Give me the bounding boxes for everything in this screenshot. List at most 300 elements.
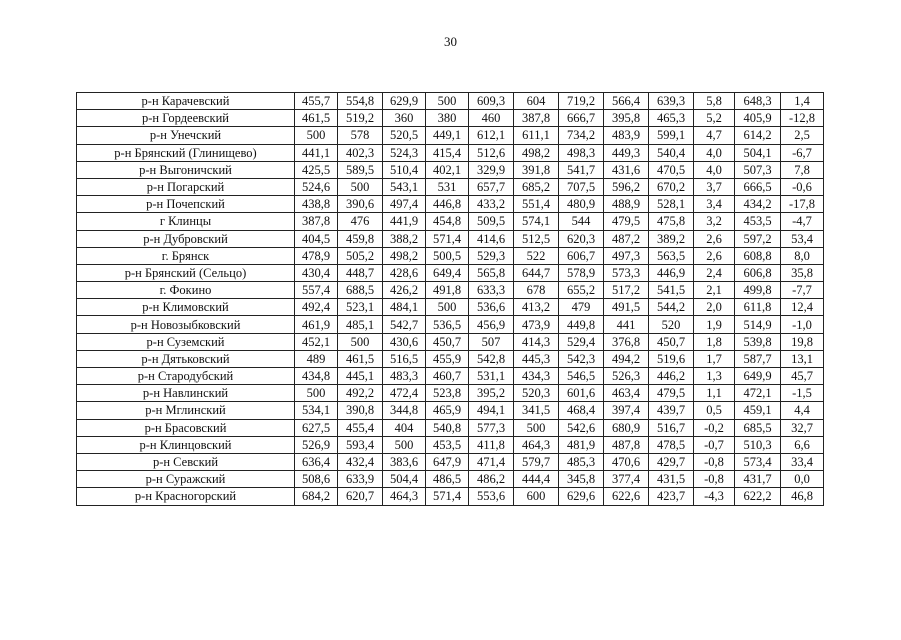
value-cell: 413,2 xyxy=(514,299,559,316)
value-cell: 2,5 xyxy=(781,127,824,144)
value-cell: 1,7 xyxy=(694,350,735,367)
value-cell: 526,9 xyxy=(295,436,338,453)
value-cell: 500 xyxy=(426,93,469,110)
value-cell: 608,8 xyxy=(735,247,781,264)
value-cell: 636,4 xyxy=(295,453,338,470)
value-cell: 19,8 xyxy=(781,333,824,350)
value-cell: 4,4 xyxy=(781,402,824,419)
value-cell: 601,6 xyxy=(559,385,604,402)
value-cell: 1,9 xyxy=(694,316,735,333)
value-cell: 492,4 xyxy=(295,299,338,316)
value-cell: 465,3 xyxy=(649,110,694,127)
value-cell: 376,8 xyxy=(604,333,649,350)
value-cell: 611,8 xyxy=(735,299,781,316)
value-cell: 441,1 xyxy=(295,144,338,161)
table-row xyxy=(77,436,824,453)
value-cell: 431,5 xyxy=(649,471,694,488)
value-cell: 526,3 xyxy=(604,368,649,385)
district-name-cell: р-н Гордеевский xyxy=(77,110,295,127)
value-cell: 6,6 xyxy=(781,436,824,453)
district-name-cell: г. Брянск xyxy=(77,247,295,264)
value-cell: 431,7 xyxy=(735,471,781,488)
value-cell: 377,4 xyxy=(604,471,649,488)
value-cell: 546,5 xyxy=(559,368,604,385)
district-name-cell: р-н Суземский xyxy=(77,333,295,350)
value-cell: 573,4 xyxy=(735,453,781,470)
table-row xyxy=(77,144,824,161)
table-row xyxy=(77,333,824,350)
value-cell: 520 xyxy=(649,316,694,333)
value-cell: 524,3 xyxy=(383,144,426,161)
value-cell: 491,8 xyxy=(426,282,469,299)
district-name-cell: р-н Стародубский xyxy=(77,368,295,385)
value-cell: 531,1 xyxy=(469,368,514,385)
value-cell: 428,6 xyxy=(383,264,426,281)
value-cell: 536,5 xyxy=(426,316,469,333)
value-cell: 500 xyxy=(338,333,383,350)
value-cell: 606,7 xyxy=(559,247,604,264)
value-cell: 500 xyxy=(514,419,559,436)
value-cell: 627,5 xyxy=(295,419,338,436)
value-cell: 507,3 xyxy=(735,161,781,178)
district-name-cell: р-н Красногорский xyxy=(77,488,295,505)
value-cell: 542,8 xyxy=(469,350,514,367)
value-cell: 685,2 xyxy=(514,178,559,195)
value-cell: 404 xyxy=(383,419,426,436)
value-cell: 587,7 xyxy=(735,350,781,367)
value-cell: 504,1 xyxy=(735,144,781,161)
value-cell: 542,6 xyxy=(559,419,604,436)
district-name-cell: р-н Дятьковский xyxy=(77,350,295,367)
value-cell: 509,5 xyxy=(469,213,514,230)
value-cell: 7,8 xyxy=(781,161,824,178)
district-name-cell: р-н Навлинский xyxy=(77,385,295,402)
value-cell: 497,3 xyxy=(604,247,649,264)
value-cell: 557,4 xyxy=(295,282,338,299)
value-cell: 523,1 xyxy=(338,299,383,316)
value-cell: 441,9 xyxy=(383,213,426,230)
district-name-cell: р-н Карачевский xyxy=(77,93,295,110)
table-row xyxy=(77,213,824,230)
value-cell: 670,2 xyxy=(649,178,694,195)
value-cell: 498,3 xyxy=(559,144,604,161)
value-cell: 390,6 xyxy=(338,196,383,213)
value-cell: 1,3 xyxy=(694,368,735,385)
value-cell: 0,0 xyxy=(781,471,824,488)
value-cell: 541,7 xyxy=(559,161,604,178)
value-cell: 578,9 xyxy=(559,264,604,281)
value-cell: 431,6 xyxy=(604,161,649,178)
value-cell: 574,1 xyxy=(514,213,559,230)
value-cell: 387,8 xyxy=(295,213,338,230)
table-row xyxy=(77,247,824,264)
value-cell: 512,6 xyxy=(469,144,514,161)
value-cell: 522 xyxy=(514,247,559,264)
table-row xyxy=(77,488,824,505)
value-cell: 360 xyxy=(383,110,426,127)
value-cell: -0,8 xyxy=(694,453,735,470)
district-name-cell: р-н Унечский xyxy=(77,127,295,144)
value-cell: 491,5 xyxy=(604,299,649,316)
value-cell: 596,2 xyxy=(604,178,649,195)
value-cell: 589,5 xyxy=(338,161,383,178)
value-cell: 678 xyxy=(514,282,559,299)
value-cell: 449,3 xyxy=(604,144,649,161)
district-name-cell: р-н Клинцовский xyxy=(77,436,295,453)
value-cell: 566,4 xyxy=(604,93,649,110)
value-cell: 402,3 xyxy=(338,144,383,161)
value-cell: 649,4 xyxy=(426,264,469,281)
value-cell: 468,4 xyxy=(559,402,604,419)
value-cell: 430,6 xyxy=(383,333,426,350)
value-cell: 426,2 xyxy=(383,282,426,299)
value-cell: 471,4 xyxy=(469,453,514,470)
value-cell: -0,6 xyxy=(781,178,824,195)
value-cell: 461,9 xyxy=(295,316,338,333)
value-cell: 622,2 xyxy=(735,488,781,505)
value-cell: 402,1 xyxy=(426,161,469,178)
value-cell: 489 xyxy=(295,350,338,367)
value-cell: 341,5 xyxy=(514,402,559,419)
value-cell: 531 xyxy=(426,178,469,195)
table-row xyxy=(77,350,824,367)
value-cell: 498,2 xyxy=(383,247,426,264)
value-cell: 484,1 xyxy=(383,299,426,316)
value-cell: 404,5 xyxy=(295,230,338,247)
value-cell: 629,6 xyxy=(559,488,604,505)
value-cell: 486,2 xyxy=(469,471,514,488)
value-cell: 329,9 xyxy=(469,161,514,178)
value-cell: 460 xyxy=(469,110,514,127)
value-cell: 446,9 xyxy=(649,264,694,281)
value-cell: 579,7 xyxy=(514,453,559,470)
value-cell: 433,2 xyxy=(469,196,514,213)
district-name-cell: р-н Почепский xyxy=(77,196,295,213)
district-name-cell: р-н Мглинский xyxy=(77,402,295,419)
value-cell: 498,2 xyxy=(514,144,559,161)
value-cell: 453,5 xyxy=(426,436,469,453)
value-cell: 633,3 xyxy=(469,282,514,299)
value-cell: 395,8 xyxy=(604,110,649,127)
value-cell: 514,9 xyxy=(735,316,781,333)
value-cell: 507 xyxy=(469,333,514,350)
value-cell: 487,8 xyxy=(604,436,649,453)
value-cell: 2,0 xyxy=(694,299,735,316)
table-row xyxy=(77,402,824,419)
value-cell: 1,1 xyxy=(694,385,735,402)
table-body xyxy=(77,93,824,506)
value-cell: 459,8 xyxy=(338,230,383,247)
value-cell: 483,9 xyxy=(604,127,649,144)
value-cell: 455,4 xyxy=(338,419,383,436)
value-cell: 500 xyxy=(295,127,338,144)
table-row xyxy=(77,127,824,144)
value-cell: 500 xyxy=(426,299,469,316)
district-name-cell: р-н Климовский xyxy=(77,299,295,316)
value-cell: 508,6 xyxy=(295,471,338,488)
value-cell: -1,5 xyxy=(781,385,824,402)
value-cell: 487,2 xyxy=(604,230,649,247)
value-cell: 446,2 xyxy=(649,368,694,385)
value-cell: 510,4 xyxy=(383,161,426,178)
value-cell: 387,8 xyxy=(514,110,559,127)
value-cell: 415,4 xyxy=(426,144,469,161)
value-cell: 542,3 xyxy=(559,350,604,367)
value-cell: 2,6 xyxy=(694,247,735,264)
table-row xyxy=(77,419,824,436)
value-cell: 3,2 xyxy=(694,213,735,230)
value-cell: 414,3 xyxy=(514,333,559,350)
value-cell: 429,7 xyxy=(649,453,694,470)
value-cell: 529,4 xyxy=(559,333,604,350)
value-cell: 463,4 xyxy=(604,385,649,402)
value-cell: 512,5 xyxy=(514,230,559,247)
table-row xyxy=(77,299,824,316)
value-cell: 497,4 xyxy=(383,196,426,213)
value-cell: 479,5 xyxy=(604,213,649,230)
value-cell: 565,8 xyxy=(469,264,514,281)
value-cell: 622,6 xyxy=(604,488,649,505)
value-cell: 450,7 xyxy=(426,333,469,350)
value-cell: 483,3 xyxy=(383,368,426,385)
value-cell: 465,9 xyxy=(426,402,469,419)
value-cell: 633,9 xyxy=(338,471,383,488)
value-cell: 500,5 xyxy=(426,247,469,264)
value-cell: 657,7 xyxy=(469,178,514,195)
value-cell: 604 xyxy=(514,93,559,110)
value-cell: 684,2 xyxy=(295,488,338,505)
value-cell: 647,9 xyxy=(426,453,469,470)
value-cell: 449,8 xyxy=(559,316,604,333)
value-cell: 492,2 xyxy=(338,385,383,402)
value-cell: 464,3 xyxy=(383,488,426,505)
district-name-cell: р-н Погарский xyxy=(77,178,295,195)
value-cell: 8,0 xyxy=(781,247,824,264)
table-row xyxy=(77,453,824,470)
value-cell: -0,2 xyxy=(694,419,735,436)
value-cell: 479 xyxy=(559,299,604,316)
table-row xyxy=(77,110,824,127)
table-row xyxy=(77,161,824,178)
value-cell: 478,5 xyxy=(649,436,694,453)
district-name-cell: р-н Выгоничский xyxy=(77,161,295,178)
value-cell: 528,1 xyxy=(649,196,694,213)
value-cell: 655,2 xyxy=(559,282,604,299)
value-cell: 46,8 xyxy=(781,488,824,505)
value-cell: 551,4 xyxy=(514,196,559,213)
value-cell: 53,4 xyxy=(781,230,824,247)
value-cell: 614,2 xyxy=(735,127,781,144)
table-row xyxy=(77,178,824,195)
value-cell: -17,8 xyxy=(781,196,824,213)
table-row xyxy=(77,93,824,110)
value-cell: 438,8 xyxy=(295,196,338,213)
value-cell: 430,4 xyxy=(295,264,338,281)
value-cell: 439,7 xyxy=(649,402,694,419)
value-cell: 519,6 xyxy=(649,350,694,367)
value-cell: 2,6 xyxy=(694,230,735,247)
value-cell: 0,5 xyxy=(694,402,735,419)
value-cell: 539,8 xyxy=(735,333,781,350)
value-cell: 397,4 xyxy=(604,402,649,419)
value-cell: 434,2 xyxy=(735,196,781,213)
district-name-cell: р-н Новозыбковский xyxy=(77,316,295,333)
value-cell: 449,1 xyxy=(426,127,469,144)
district-name-cell: р-н Дубровский xyxy=(77,230,295,247)
value-cell: -0,7 xyxy=(694,436,735,453)
value-cell: 488,9 xyxy=(604,196,649,213)
value-cell: 644,7 xyxy=(514,264,559,281)
value-cell: 452,1 xyxy=(295,333,338,350)
value-cell: 395,2 xyxy=(469,385,514,402)
value-cell: 425,5 xyxy=(295,161,338,178)
value-cell: 542,7 xyxy=(383,316,426,333)
district-name-cell: р-н Брянский (Глинищево) xyxy=(77,144,295,161)
value-cell: 45,7 xyxy=(781,368,824,385)
district-name-cell: г Клинцы xyxy=(77,213,295,230)
value-cell: 459,1 xyxy=(735,402,781,419)
value-cell: 504,4 xyxy=(383,471,426,488)
table-row xyxy=(77,282,824,299)
table-row xyxy=(77,230,824,247)
value-cell: 33,4 xyxy=(781,453,824,470)
value-cell: 494,2 xyxy=(604,350,649,367)
value-cell: 680,9 xyxy=(604,419,649,436)
value-cell: 405,9 xyxy=(735,110,781,127)
value-cell: 388,2 xyxy=(383,230,426,247)
value-cell: 639,3 xyxy=(649,93,694,110)
value-cell: 505,2 xyxy=(338,247,383,264)
value-cell: 383,6 xyxy=(383,453,426,470)
value-cell: 445,1 xyxy=(338,368,383,385)
value-cell: 460,7 xyxy=(426,368,469,385)
value-cell: 479,5 xyxy=(649,385,694,402)
value-cell: 666,5 xyxy=(735,178,781,195)
value-cell: 523,8 xyxy=(426,385,469,402)
value-cell: 573,3 xyxy=(604,264,649,281)
value-cell: -0,8 xyxy=(694,471,735,488)
value-cell: 612,1 xyxy=(469,127,514,144)
value-cell: 344,8 xyxy=(383,402,426,419)
value-cell: 606,8 xyxy=(735,264,781,281)
value-cell: 473,9 xyxy=(514,316,559,333)
value-cell: 540,4 xyxy=(649,144,694,161)
value-cell: 461,5 xyxy=(338,350,383,367)
value-cell: 470,5 xyxy=(649,161,694,178)
value-cell: 563,5 xyxy=(649,247,694,264)
value-cell: 476 xyxy=(338,213,383,230)
value-cell: 2,1 xyxy=(694,282,735,299)
value-cell: 486,5 xyxy=(426,471,469,488)
value-cell: 380 xyxy=(426,110,469,127)
value-cell: 444,4 xyxy=(514,471,559,488)
value-cell: 577,3 xyxy=(469,419,514,436)
value-cell: 648,3 xyxy=(735,93,781,110)
value-cell: 450,7 xyxy=(649,333,694,350)
value-cell: 35,8 xyxy=(781,264,824,281)
value-cell: 464,3 xyxy=(514,436,559,453)
value-cell: 516,7 xyxy=(649,419,694,436)
value-cell: 453,5 xyxy=(735,213,781,230)
value-cell: 599,1 xyxy=(649,127,694,144)
value-cell: 541,5 xyxy=(649,282,694,299)
value-cell: -7,7 xyxy=(781,282,824,299)
value-cell: 553,6 xyxy=(469,488,514,505)
value-cell: 446,8 xyxy=(426,196,469,213)
value-cell: 540,8 xyxy=(426,419,469,436)
district-name-cell: р-н Севский xyxy=(77,453,295,470)
value-cell: 536,6 xyxy=(469,299,514,316)
value-cell: 390,8 xyxy=(338,402,383,419)
table-row xyxy=(77,385,824,402)
value-cell: 441 xyxy=(604,316,649,333)
value-cell: 455,7 xyxy=(295,93,338,110)
value-cell: 578 xyxy=(338,127,383,144)
value-cell: 688,5 xyxy=(338,282,383,299)
value-cell: 719,2 xyxy=(559,93,604,110)
value-cell: 445,3 xyxy=(514,350,559,367)
value-cell: 685,5 xyxy=(735,419,781,436)
table-row xyxy=(77,471,824,488)
value-cell: 520,5 xyxy=(383,127,426,144)
value-cell: 519,2 xyxy=(338,110,383,127)
value-cell: 593,4 xyxy=(338,436,383,453)
value-cell: 1,4 xyxy=(781,93,824,110)
district-name-cell: р-н Суражский xyxy=(77,471,295,488)
value-cell: 389,2 xyxy=(649,230,694,247)
value-cell: 4,7 xyxy=(694,127,735,144)
district-name-cell: г. Фокино xyxy=(77,282,295,299)
value-cell: 13,1 xyxy=(781,350,824,367)
value-cell: 485,1 xyxy=(338,316,383,333)
value-cell: 543,1 xyxy=(383,178,426,195)
value-cell: -1,0 xyxy=(781,316,824,333)
value-cell: 432,4 xyxy=(338,453,383,470)
value-cell: 649,9 xyxy=(735,368,781,385)
value-cell: 734,2 xyxy=(559,127,604,144)
value-cell: -6,7 xyxy=(781,144,824,161)
value-cell: 411,8 xyxy=(469,436,514,453)
table-row xyxy=(77,316,824,333)
value-cell: 544 xyxy=(559,213,604,230)
value-cell: 3,4 xyxy=(694,196,735,213)
value-cell: 345,8 xyxy=(559,471,604,488)
value-cell: 32,7 xyxy=(781,419,824,436)
value-cell: 494,1 xyxy=(469,402,514,419)
table-row xyxy=(77,264,824,281)
value-cell: 666,7 xyxy=(559,110,604,127)
value-cell: -12,8 xyxy=(781,110,824,127)
value-cell: 609,3 xyxy=(469,93,514,110)
value-cell: 448,7 xyxy=(338,264,383,281)
value-cell: 5,2 xyxy=(694,110,735,127)
value-cell: 534,1 xyxy=(295,402,338,419)
table-row xyxy=(77,196,824,213)
value-cell: 5,8 xyxy=(694,93,735,110)
value-cell: 510,3 xyxy=(735,436,781,453)
value-cell: 516,5 xyxy=(383,350,426,367)
value-cell: 423,7 xyxy=(649,488,694,505)
value-cell: 470,6 xyxy=(604,453,649,470)
value-cell: 524,6 xyxy=(295,178,338,195)
district-name-cell: р-н Брянский (Сельцо) xyxy=(77,264,295,281)
value-cell: 3,7 xyxy=(694,178,735,195)
value-cell: 456,9 xyxy=(469,316,514,333)
value-cell: 554,8 xyxy=(338,93,383,110)
value-cell: 500 xyxy=(295,385,338,402)
value-cell: 571,4 xyxy=(426,230,469,247)
value-cell: 12,4 xyxy=(781,299,824,316)
